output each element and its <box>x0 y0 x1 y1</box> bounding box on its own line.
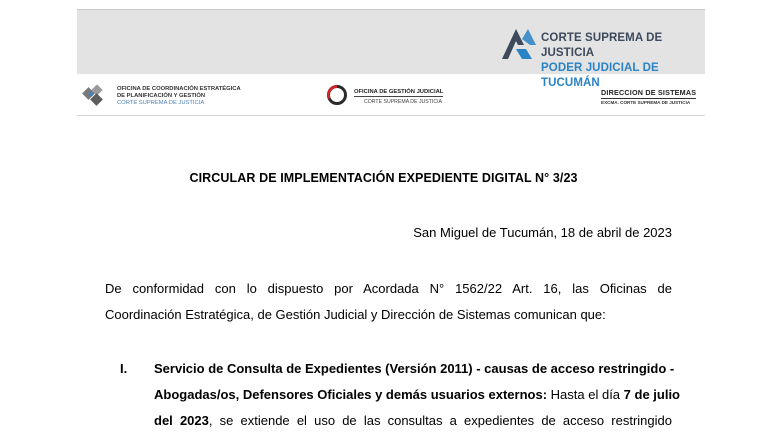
judicial-management-subtitle: CORTE SUPREMA DE JUSTICIA <box>364 99 443 105</box>
judicial-management-title: OFICINA DE GESTIÓN JUDICIAL <box>354 89 444 95</box>
court-name-line1: CORTE SUPREMA DE JUSTICIA <box>541 32 663 59</box>
item-line-2-date: 7 de julio <box>623 387 680 402</box>
coordination-office-line1: OFICINA DE COORDINACIÓN ESTRATÉGICA <box>117 86 241 92</box>
systems-office-title: DIRECCION DE SISTEMAS <box>601 88 697 97</box>
systems-office-subtitle: EXCMA. CORTE SUPREMA DE JUSTICIA <box>601 100 691 105</box>
court-name-line2: PODER JUDICIAL DE TUCUMÁN <box>541 62 659 89</box>
item-line-3 <box>154 413 672 428</box>
judicial-management-logo-icon <box>326 84 348 106</box>
item-line-1: Servicio de Consulta de Expedientes (Versión 2011) - causas de acceso restringido - <box>154 361 675 376</box>
coordination-office-line2: DE PLANIFICACIÓN Y GESTIÓN <box>117 93 206 99</box>
document-date: San Miguel de Tucumán, 18 de abril de 2023 <box>413 225 672 240</box>
item-line-3-rest: , se extiende el uso de las consultas a expedientes de acceso restringido <box>208 413 672 428</box>
item-number: I. <box>120 361 128 376</box>
office-logos-row <box>77 78 705 114</box>
coordination-office-line3: CORTE SUPREMA DE JUSTICIA <box>117 100 205 106</box>
coordination-office-logo-icon <box>81 82 107 108</box>
intro-line-2: Coordinación Estratégica, de Gestión Judicial y Dirección de Sistemas comunican que: <box>105 307 606 322</box>
header-divider <box>77 115 705 116</box>
item-line-2-bold: Abogadas/os, Defensores Oficiales y demás usuarios externos: <box>154 387 548 402</box>
item-line-2-rest: Hasta el día <box>547 387 624 402</box>
item-line-2 <box>154 387 680 402</box>
document-title: CIRCULAR DE IMPLEMENTACIÓN EXPEDIENTE DIGITAL N° 3/23 <box>189 171 578 185</box>
court-logo-icon <box>498 25 538 61</box>
coordination-office-name <box>117 86 241 107</box>
intro-line-1: De conformidad con lo dispuesto por Acordada N° 1562/22 Art. 16, las Oficinas de <box>105 281 672 296</box>
item-line-3-bold: del 2023 <box>154 413 209 428</box>
